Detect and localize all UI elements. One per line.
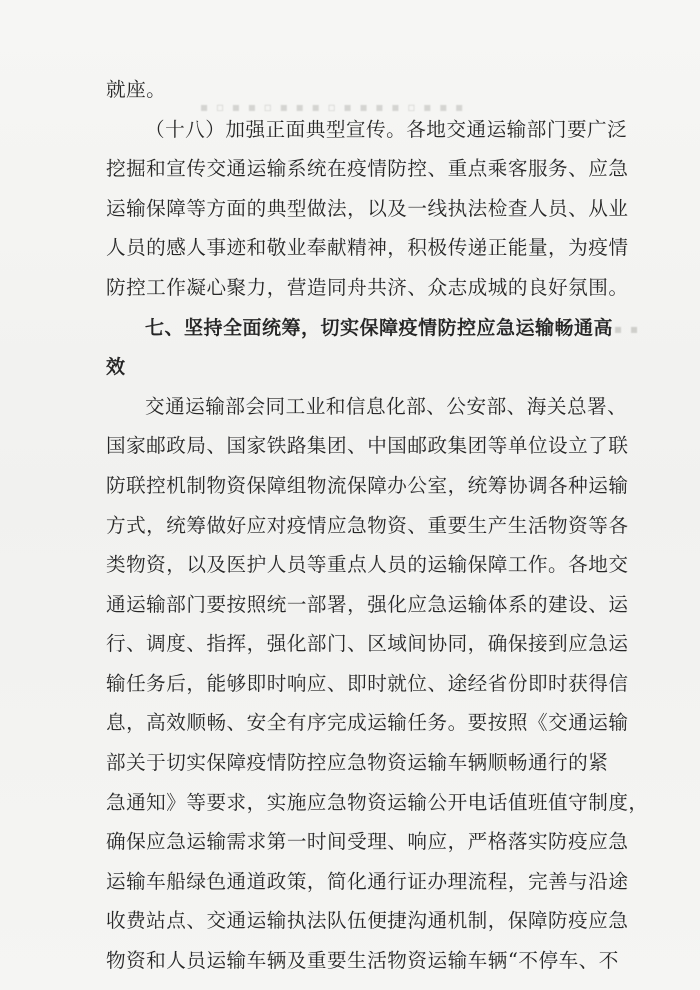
body-line: 输任务后，能够即时响应、即时就位、途经省份即时获得信: [106, 672, 629, 695]
section-7-heading-continued: 效: [106, 356, 126, 378]
section-18-heading-line: （十八）加强正面典型宣传。各地交通运输部门要广泛: [145, 118, 628, 141]
body-line: 确保应急运输需求第一时间受理、响应，严格落实防疫应急: [106, 830, 629, 853]
body-line: 就座。: [106, 78, 167, 101]
body-line: 人员的感人事迹和敬业奉献精神，积极传递正能量，为疫情: [106, 236, 629, 259]
section-7-heading: 七、坚持全面统筹，切实保障疫情防控应急运输畅通高: [145, 317, 614, 339]
body-line: 通运输部门要按照统一部署，强化应急运输体系的建设、运: [106, 593, 629, 616]
body-line: 交通运输部会同工业和信息化部、公安部、海关总署、: [145, 395, 628, 418]
body-line: 防控工作凝心聚力，营造同舟共济、众志成城的良好氛围。: [106, 276, 629, 299]
body-line: 方式，统筹做好应对疫情应急物资、重要生产生活物资等各: [106, 514, 629, 537]
body-line: 急通知》等要求，实施应急物资运输公开电话值班值守制度，: [106, 791, 649, 814]
body-line: 运输保障等方面的典型做法，以及一线执法检查人员、从业: [106, 197, 629, 220]
show-through-text: ▪ ▪: [614, 322, 641, 336]
body-line: 国家邮政局、国家铁路集团、中国邮政集团等单位设立了联: [106, 434, 629, 457]
body-line: 行、调度、指挥，强化部门、区域间协同，确保接到应急运: [106, 632, 629, 655]
body-line: 类物资，以及医护人员等重点人员的运输保障工作。各地交: [106, 553, 629, 576]
body-line: 收费站点、交通运输执法队伍便捷沟通机制，保障防疫应急: [106, 909, 629, 932]
body-line: 息，高效顺畅、安全有序完成运输任务。要按照《交通运输: [106, 711, 629, 734]
show-through-text: ▪ ▫ ▪ ▪ ▫ ▪ ▪ ▪ ▫ ▪ ▪ ▪ ▪ ▫ ▪ ▪ ▪: [200, 100, 466, 114]
body-line: 防联控机制物资保障组物流保障办公室，统筹协调各种运输: [106, 474, 629, 497]
body-line: 部关于切实保障疫情防控应急物资运输车辆顺畅通行的紧: [106, 751, 609, 774]
body-line: 物资和人员运输车辆及重要生活物资运输车辆“不停车、不: [106, 949, 619, 972]
body-line: 挖掘和宣传交通运输系统在疫情防控、重点乘客服务、应急: [106, 157, 629, 180]
body-line: 运输车船绿色通道政策，简化通行证办理流程，完善与沿途: [106, 870, 629, 893]
